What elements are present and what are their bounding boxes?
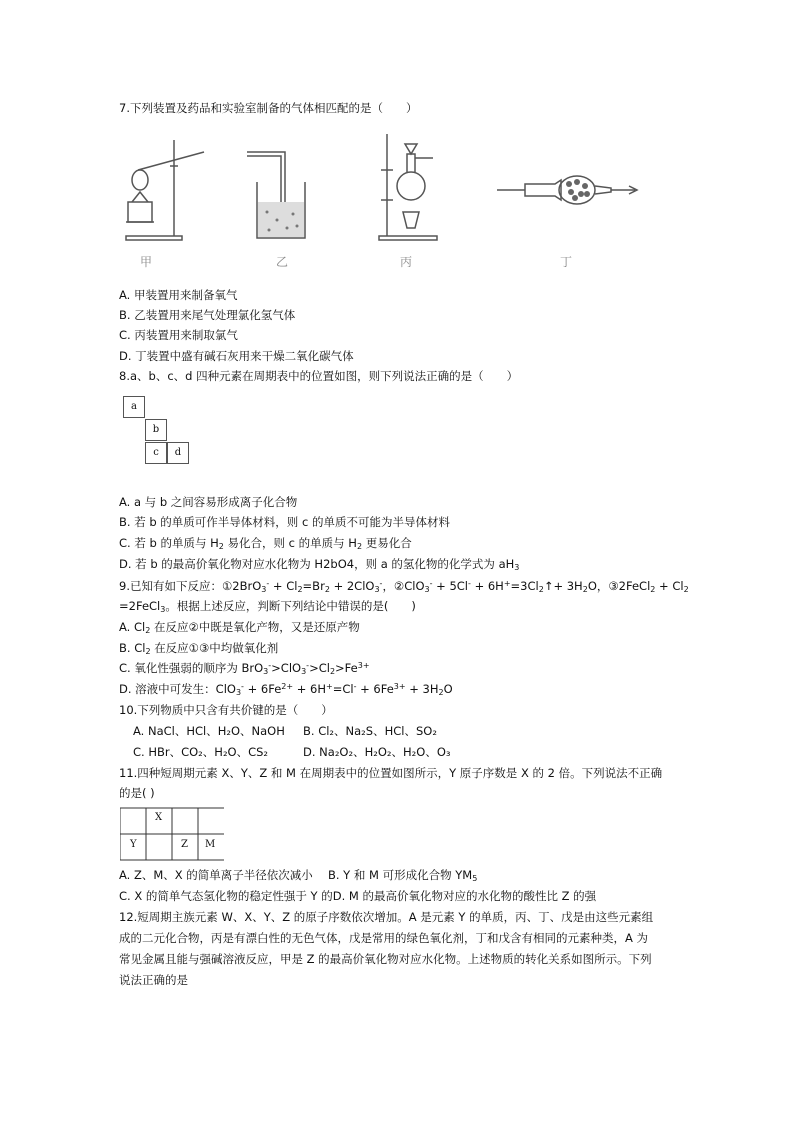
q10-option-d: D. Na₂O₂、H₂O₂、H₂O、O₃ (303, 745, 451, 759)
cell-x: X (155, 812, 163, 823)
apparatus-jia (118, 130, 208, 245)
q10-option-b: B. Cl₂、Na₂S、HCl、SO₂ (303, 724, 437, 738)
q10-option-a: A. NaCl、HCl、H₂O、NaOH (133, 724, 285, 738)
q7-option-d: D. 丁装置中盛有碱石灰用来干燥二氧化碳气体 (119, 349, 354, 363)
label-jia: 甲 (140, 255, 153, 269)
q11-stem-line1: 11.四种短周期元素 X、Y、Z 和 M 在周期表中的位置如图所示，Y 原子序数是 X 的 2 倍。下列说法不正确 (119, 766, 663, 780)
q9-option-b: B. $Cl_2$ 在反应①③中均做氧化剂 (119, 641, 279, 656)
q7-option-c: C. 丙装置用来制取氯气 (119, 328, 238, 342)
cell-y: Y (130, 839, 137, 850)
cell-b: b (145, 419, 167, 441)
q7-stem: 7.下列装置及药品和实验室制备的气体相匹配的是（ ） (119, 101, 418, 115)
label-bing: 丙 (400, 255, 413, 269)
q8-option-b: B. 若 b 的单质可作半导体材料，则 c 的单质不可能为半导体材料 (119, 515, 450, 529)
cell-z: Z (181, 839, 188, 850)
q11-stem-line2: 的是( ) (119, 786, 155, 800)
q11-periodic-grid (120, 806, 226, 862)
q10-stem: 10.下列物质中只含有共价键的是（ ） (119, 703, 333, 717)
q9-option-c: C. 氧化性强弱的顺序为 $BrO_3^->ClO_3^->Cl_2>Fe^{3+}$ (119, 661, 370, 676)
q8-stem: 8.a、b、c、d 四种元素在周期表中的位置如图，则下列说法正确的是（ ） (119, 369, 519, 383)
label-ding: 丁 (560, 255, 573, 269)
apparatus-yi (243, 130, 313, 245)
q11-options-cd: C. X 的简单气态氢化物的稳定性强于 Y 的D. M 的最高价氧化物对应的水化物的酸性比 Z 的强 (119, 889, 597, 903)
q8-option-a: A. a 与 b 之间容易形成离子化合物 (119, 495, 298, 509)
q7-option-b: B. 乙装置用来尾气处理氯化氢气体 (119, 308, 296, 322)
cell-c: c (145, 442, 167, 464)
apparatus-bing (375, 130, 445, 245)
q9-option-a: A. $Cl_2$ 在反应②中既是氧化产物，又是还原产物 (119, 620, 360, 635)
cell-d: d (167, 442, 189, 464)
cell-m: M (205, 839, 216, 850)
label-yi: 乙 (276, 255, 289, 269)
q12-stem-line4: 说法正确的是 (119, 973, 188, 987)
q12-stem-line3: 常见金属且能与强碱溶液反应，甲是 Z 的最高价氧化物对应水化物。上述物质的转化关系如图所示。下列 (119, 952, 652, 966)
q11-options-ab: A. Z、M、X 的简单离子半径依次减小 B. Y 和 M 可形成化合物 $YM_5$ (119, 868, 478, 883)
q7-option-a: A. 甲装置用来制备氧气 (119, 288, 238, 302)
cell-a: a (123, 396, 145, 418)
q9-stem-line2: =2FeCl$_3$。根据上述反应，判断下列结论中错误的是( ) (119, 599, 416, 614)
apparatus-ding (495, 130, 645, 245)
q9-stem-line1: 9.已知有如下反应：①2BrO$_3$- + $Cl_2=Br_2 + 2ClO_3^-$，②ClO$_3$- + $5Cl^- + 6H^+=3Cl_2↑+ 3H_2O$，③2FeCl$_2$ + $Cl_2$ (119, 579, 689, 594)
q12-stem-line2: 成的二元化合物，丙是有漂白性的无色气体，戊是常用的绿色氧化剂，丁和戊含有相同的元素种类，A 为 (119, 931, 649, 945)
q8-option-d: D. 若 b 的最高价氧化物对应水化物为 H2bO4，则 a 的氢化物的化学式为 $aH_3$ (119, 557, 520, 572)
q8-option-c: C. 若 b 的单质与 $H_2$ 易化合，则 c 的单质与 $H_2$ 更易化合 (119, 536, 412, 551)
q9-option-d: D. 溶液中可发生：$ClO_3^- + 6Fe^{2+} + 6H^+=Cl^- + 6Fe^{3+} + 3H_2O$ (119, 682, 453, 697)
q10-option-c: C. HBr、CO₂、H₂O、CS₂ (133, 745, 269, 759)
q12-stem-line1: 12.短周期主族元素 W、X、Y、Z 的原子序数依次增加。A 是元素 Y 的单质，丙、丁、戊是由这些元素组 (119, 910, 654, 924)
